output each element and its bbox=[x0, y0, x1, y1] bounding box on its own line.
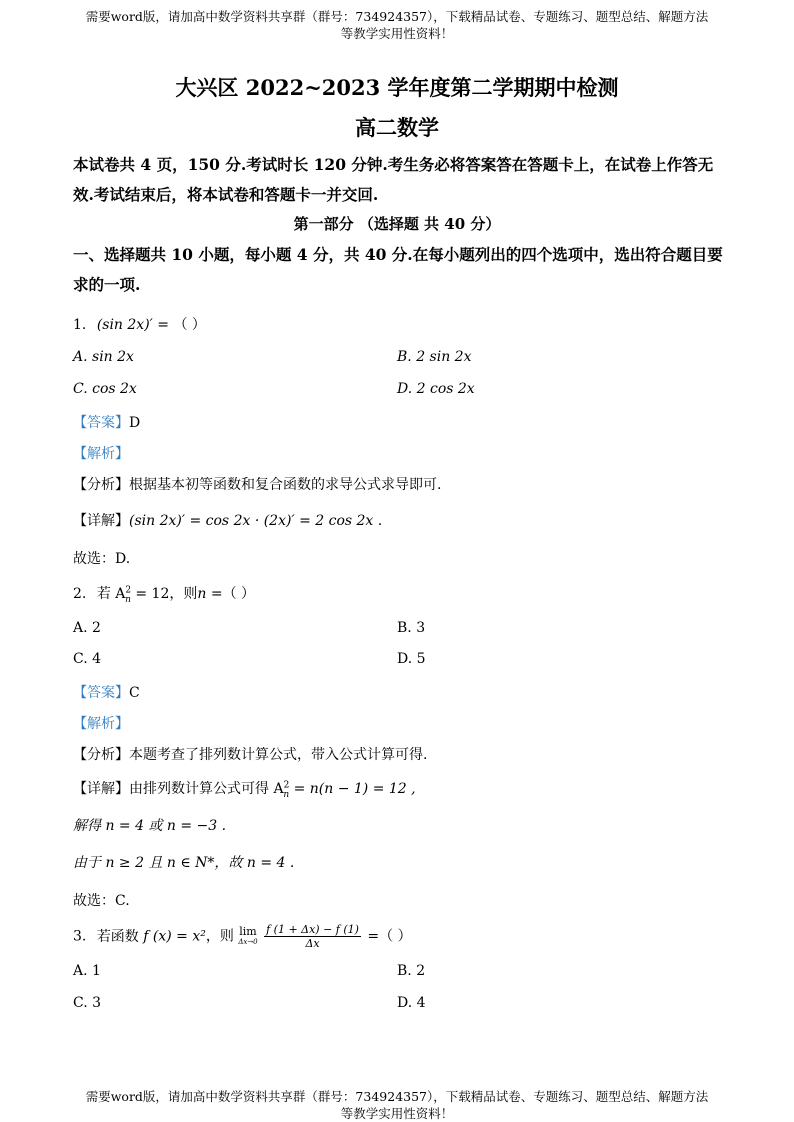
header-line-1: 需要word版，请加高中数学资料共享群（群号：734924357），下载精品试卷、专题练习、题型总结、解题方法 bbox=[85, 9, 709, 24]
section-title: 一、选择题共 10 小题，每小题 4 分，共 40 分.在每小题列出的四个选项中，选出符合题目要求的一项. bbox=[73, 245, 723, 294]
q3-frac-denominator: Δx bbox=[305, 937, 320, 950]
q2-xiangjie-math: = n(n − 1) = 12 , bbox=[293, 781, 416, 797]
q1-option-c: C. cos 2x bbox=[73, 381, 137, 397]
q1-fenxi-text: 根据基本初等函数和复合函数的求导公式求导即可. bbox=[129, 477, 442, 493]
q2-step-1: 解得 n = 4 或 n = −3 . bbox=[73, 818, 227, 834]
q2-option-c: C. 4 bbox=[73, 651, 102, 667]
q2-paren: （ ） bbox=[222, 586, 256, 602]
header-line-2: 等教学实用性资料！ bbox=[340, 26, 454, 41]
q1-stem-math: (sin 2x)′ = bbox=[96, 317, 170, 333]
q3-frac-numerator: f (1 + Δx) − f (1) bbox=[266, 923, 359, 936]
q3-number: 3. bbox=[73, 928, 87, 945]
exam-instructions: 本试卷共 4 页，150 分.考试时长 120 分钟.考生务必将答案答在答题卡上，在试卷上作答无效.考试结束后，将本试卷和答题卡一并交回. bbox=[73, 155, 714, 204]
q3-option-a: A. 1 bbox=[73, 963, 101, 979]
q2-stem-pre: 若 bbox=[96, 586, 111, 602]
q3-stem-eq: = bbox=[367, 928, 380, 945]
q2-arrangement-symbol: $A^2_n$ bbox=[115, 585, 132, 605]
q3-limit bbox=[238, 926, 257, 948]
q2-option-a: A. 2 bbox=[73, 620, 101, 636]
exam-title: 大兴区 2022~2023 学年度第二学期期中检测 bbox=[175, 75, 619, 100]
q2-answer bbox=[73, 682, 140, 702]
q2-number: 2. bbox=[73, 586, 87, 602]
q3-lim-under: Δx→0 bbox=[238, 937, 258, 946]
q1-xiangjie-tag: 【详解】 bbox=[73, 513, 129, 529]
q2-stem-eq: = bbox=[210, 586, 223, 602]
page-header bbox=[0, 8, 794, 42]
q2-fenxi bbox=[73, 744, 427, 764]
q1-answer bbox=[73, 412, 140, 432]
q2-stem-var: n bbox=[197, 586, 207, 602]
q1-jiexi-tag: 【解析】 bbox=[73, 446, 129, 462]
q3-option-d: D. 4 bbox=[397, 995, 426, 1011]
q3-lim-word: lim bbox=[239, 924, 257, 938]
q3-option-c: C. 3 bbox=[73, 995, 102, 1011]
q2-jiexi-tag: 【解析】 bbox=[73, 716, 129, 732]
q2-xiangjie-tag: 【详解】 bbox=[73, 781, 129, 797]
q1-guxuan: 故选：D. bbox=[73, 551, 131, 567]
q1-option-b: B. 2 sin 2x bbox=[397, 349, 472, 365]
q1-xiangjie-math: (sin 2x)′ = cos 2x · (2x)′ = 2 cos 2x . bbox=[129, 513, 383, 529]
q1-number: 1. bbox=[73, 317, 87, 333]
q1-fenxi-tag: 【分析】 bbox=[73, 477, 129, 493]
q2-xiangjie bbox=[73, 778, 416, 800]
q3-fraction bbox=[264, 923, 361, 950]
q2-xiangjie-pre: 由排列数计算公式可得 bbox=[129, 781, 269, 797]
footer-line-2: 等教学实用性资料！ bbox=[340, 1106, 454, 1121]
q3-stem-pre: 若函数 bbox=[96, 928, 139, 945]
q2-option-d: D. 5 bbox=[397, 651, 426, 667]
q2-stem bbox=[73, 583, 255, 605]
q1-answer-value: D bbox=[129, 415, 141, 431]
q3-stem-mid: ，则 bbox=[205, 928, 234, 945]
q2-answer-tag: 【答案】 bbox=[73, 685, 129, 701]
q2-fenxi-tag: 【分析】 bbox=[73, 747, 129, 763]
footer-line-1: 需要word版，请加高中数学资料共享群（群号：734924357），下载精品试卷、专题练习、题型总结、解题方法 bbox=[85, 1089, 709, 1104]
page-footer bbox=[0, 1088, 794, 1122]
exam-subtitle: 高二数学 bbox=[355, 115, 439, 140]
q2-xiangjie-symbol: $A^2_n$ bbox=[273, 780, 290, 800]
q3-stem bbox=[73, 923, 412, 950]
q2-step-2: 由于 n ≥ 2 且 n ∈ N*，故 n = 4 . bbox=[73, 855, 295, 871]
q1-option-d: D. 2 cos 2x bbox=[397, 381, 475, 397]
q1-fenxi bbox=[73, 474, 441, 494]
q2-stem-math: = 12 bbox=[135, 586, 170, 602]
q2-guxuan: 故选：C. bbox=[73, 893, 130, 909]
q2-fenxi-text: 本题考查了排列数计算公式，带入公式计算可得. bbox=[129, 747, 428, 763]
q2-answer-value: C bbox=[129, 685, 140, 701]
q1-paren: （ ） bbox=[173, 317, 206, 333]
q1-option-a: A. sin 2x bbox=[73, 349, 134, 365]
q3-option-b: B. 2 bbox=[397, 963, 426, 979]
q3-paren: （ ） bbox=[379, 928, 412, 945]
q2-stem-post: ，则 bbox=[169, 586, 198, 602]
q1-answer-tag: 【答案】 bbox=[73, 415, 129, 431]
q2-option-b: B. 3 bbox=[397, 620, 426, 636]
q3-function: f (x) = x² bbox=[143, 928, 206, 945]
part-title: 第一部分 （选择题 共 40 分） bbox=[293, 215, 501, 233]
q1-xiangjie bbox=[73, 510, 382, 530]
q1-stem bbox=[73, 314, 206, 334]
